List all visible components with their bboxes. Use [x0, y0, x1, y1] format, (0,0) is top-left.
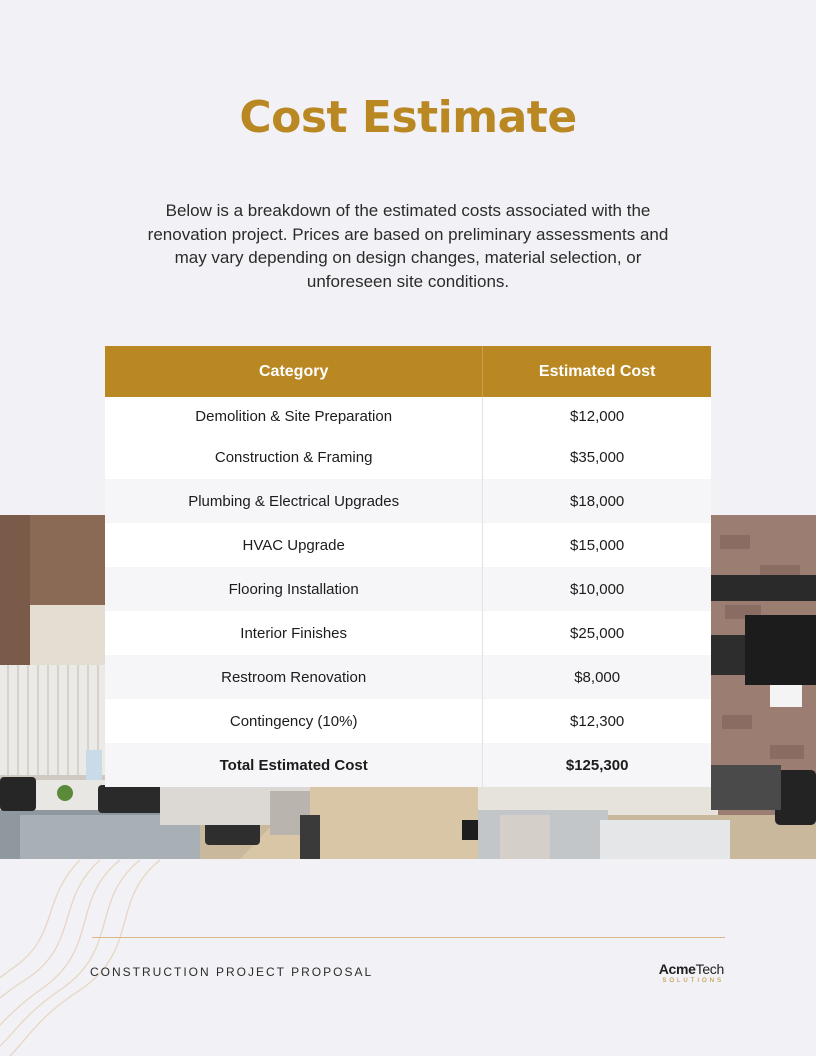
row-cost: $10,000 — [483, 567, 711, 611]
logo-word-tech: Tech — [695, 961, 724, 977]
intro-paragraph: Below is a breakdown of the estimated costs associated with the renovation project. Prices are based on preliminary assessments and may vary depending on design changes, material selection, or unforeseen site conditions. — [147, 201, 669, 291]
table-row — [105, 567, 711, 611]
table-header-row — [105, 346, 711, 397]
decorative-swirl-lines — [0, 820, 160, 1056]
table-total-row — [105, 743, 711, 787]
table-row — [105, 699, 711, 743]
row-category: Restroom Renovation — [105, 655, 483, 699]
logo-tagline: SOLUTIONS — [662, 978, 724, 984]
row-category: Construction & Framing — [105, 435, 483, 479]
row-category: Demolition & Site Preparation — [105, 397, 483, 435]
footer-proposal-label: CONSTRUCTION PROJECT PROPOSAL — [90, 965, 374, 979]
row-cost: $25,000 — [483, 611, 711, 655]
row-category: Plumbing & Electrical Upgrades — [105, 479, 483, 523]
row-cost: $8,000 — [483, 655, 711, 699]
table-row — [105, 435, 711, 479]
footer-divider — [92, 937, 725, 938]
table-row — [105, 397, 711, 435]
logo-wordmark — [659, 961, 724, 977]
row-category: HVAC Upgrade — [105, 523, 483, 567]
logo-word-acme: Acme — [658, 961, 696, 977]
row-cost: $18,000 — [483, 479, 711, 523]
cost-estimate-table — [105, 346, 711, 787]
row-category: Flooring Installation — [105, 567, 483, 611]
page-title: Cost Estimate — [239, 92, 577, 143]
total-label: Total Estimated Cost — [105, 743, 483, 787]
table-row — [105, 655, 711, 699]
row-cost: $12,300 — [483, 699, 711, 743]
row-category: Contingency (10%) — [105, 699, 483, 743]
table-row — [105, 611, 711, 655]
row-cost: $12,000 — [483, 397, 711, 435]
column-header-category: Category — [105, 346, 483, 397]
row-category: Interior Finishes — [105, 611, 483, 655]
column-header-estimated-cost: Estimated Cost — [483, 346, 711, 397]
row-cost: $35,000 — [483, 435, 711, 479]
company-logo — [659, 961, 724, 984]
total-cost: $125,300 — [483, 743, 711, 787]
row-cost: $15,000 — [483, 523, 711, 567]
table-row — [105, 523, 711, 567]
table-row — [105, 479, 711, 523]
